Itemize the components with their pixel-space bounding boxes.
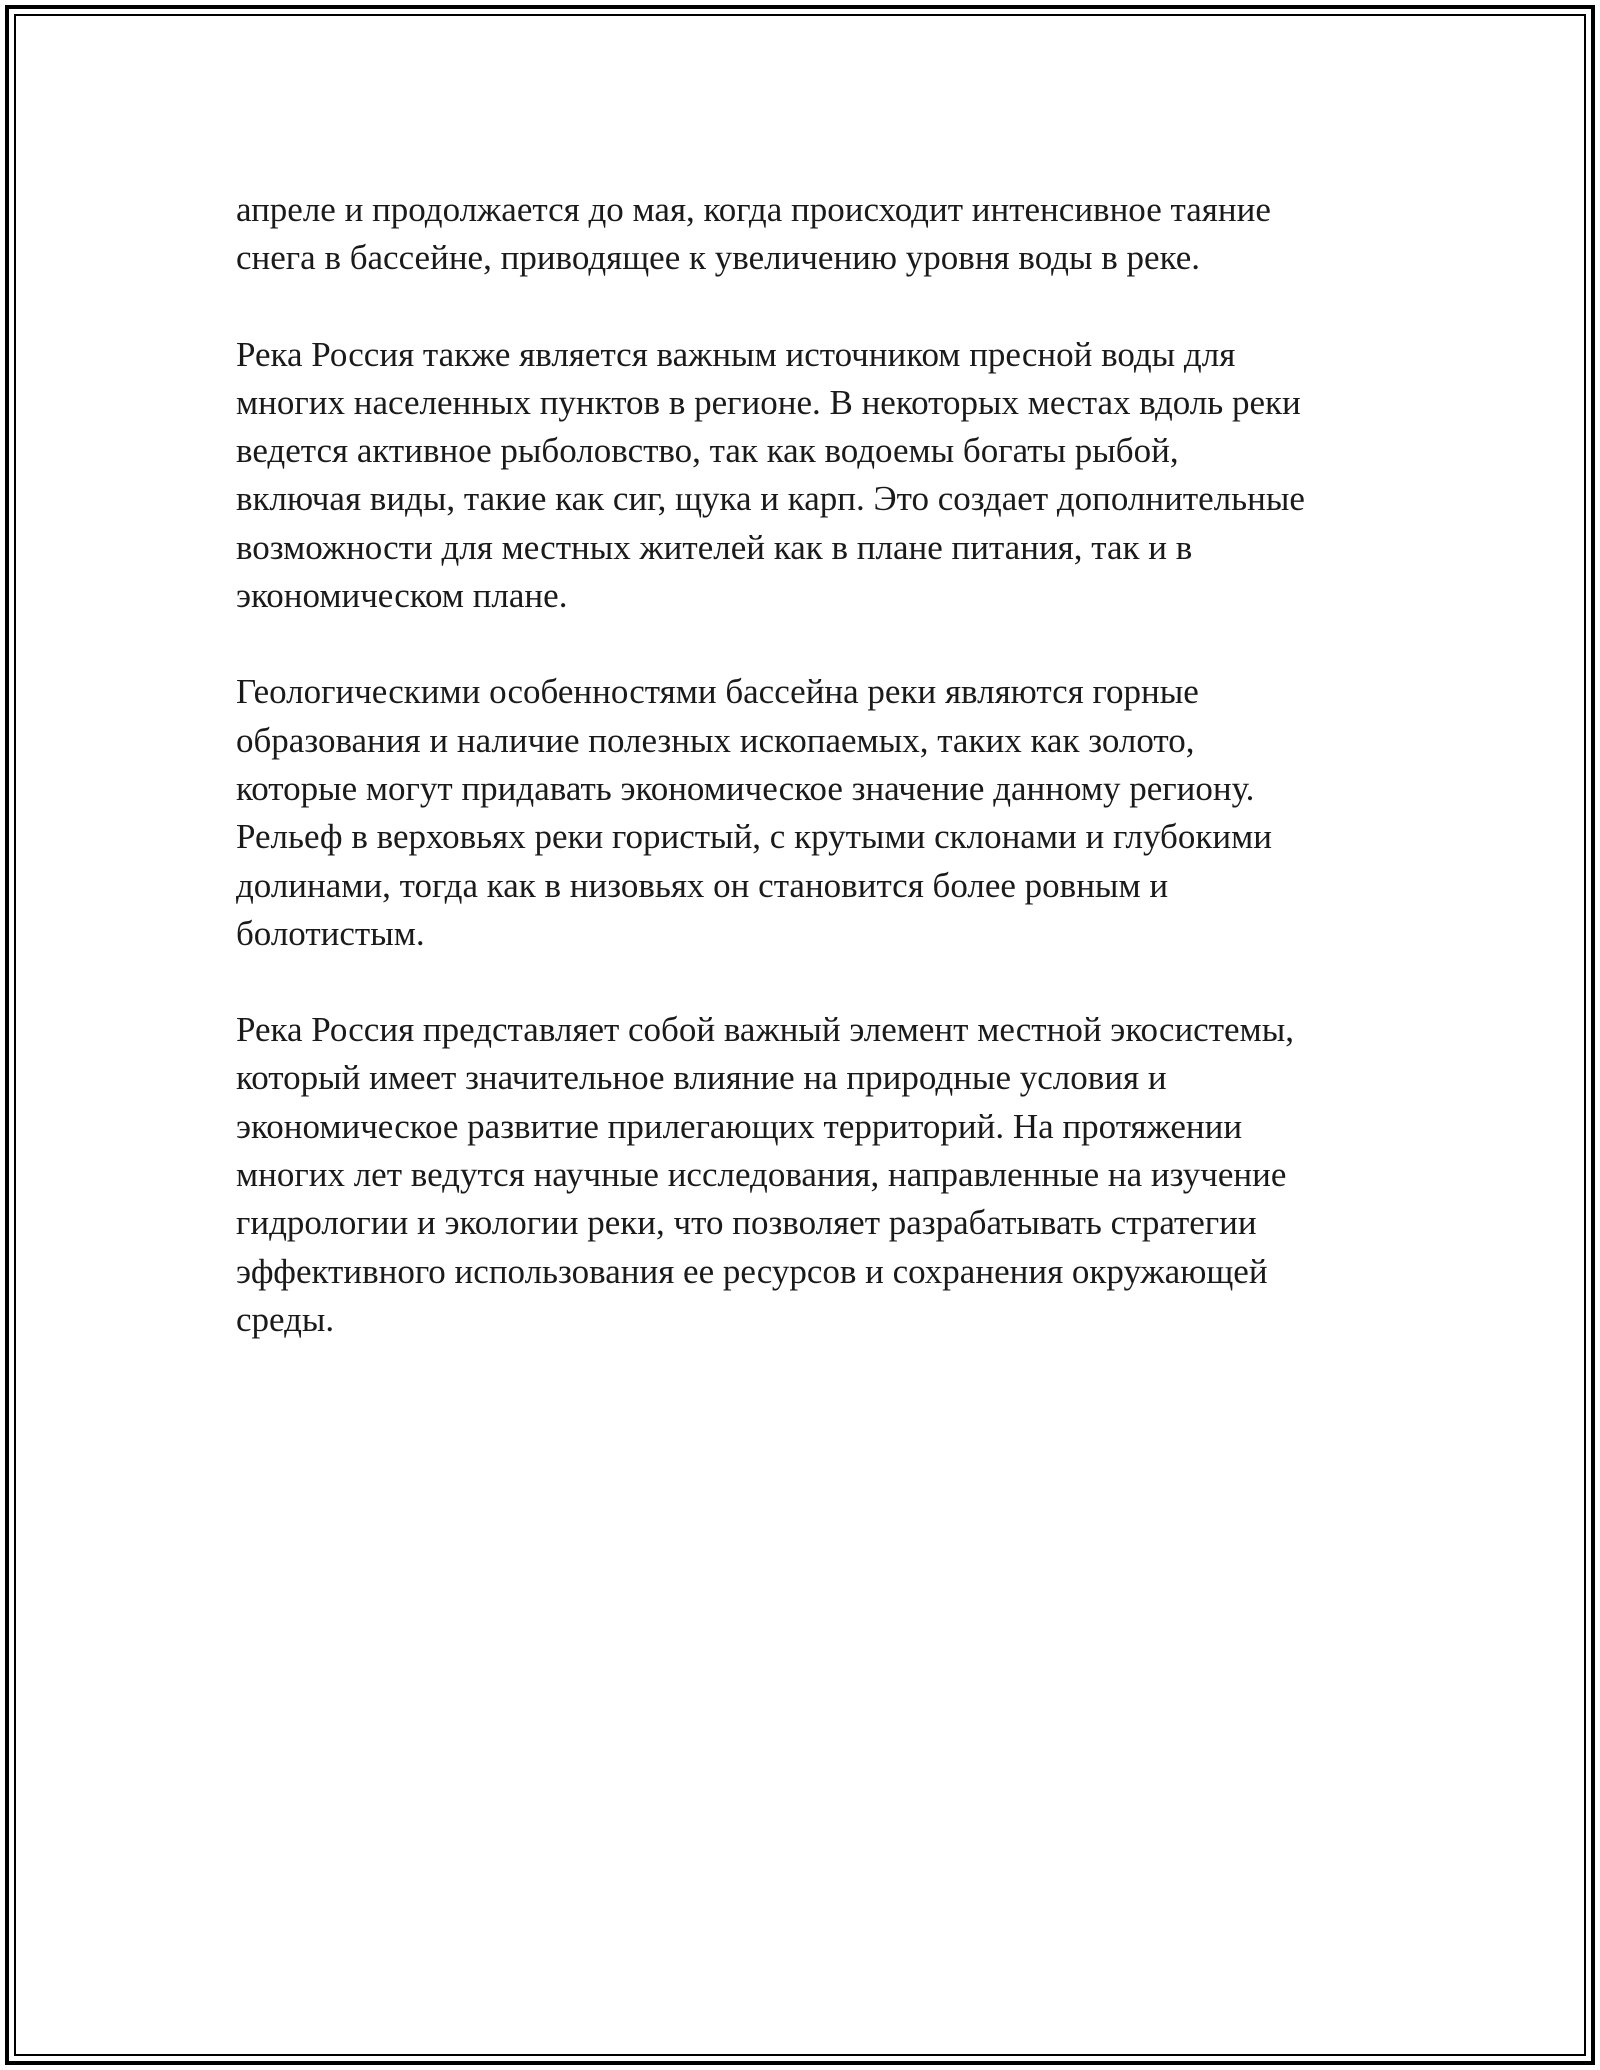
paragraph-fresh-water-fishing: Река Россия также является важным источником пресной воды для многих населенных пунктов в регионе. В некоторых местах вдоль реки ведется активное рыболовство, так как водоемы богаты рыбой, включая виды, такие как сиг, щука и карп. Это создает дополнительные возможности для местных жителей как в плане питания, так и в экономическом плане. bbox=[236, 334, 1305, 616]
paragraph-geology: Геологическими особенностями бассейна реки являются горные образования и наличие полезных ископаемых, таких как золото, которые могут придавать экономическое значение данному региону. Рельеф в верховьях реки гористый, с крутыми склонами и глубокими долинами, тогда как в низовьях он становится более ровным и болотистым. bbox=[236, 672, 1272, 953]
paragraph-snowmelt: апреле и продолжается до мая, когда происходит интенсивное таяние снега в бассейне, приводящее к увеличению уровня воды в реке. bbox=[236, 190, 1271, 278]
document-body bbox=[236, 186, 1386, 1392]
paragraph-ecosystem: Река Россия представляет собой важный элемент местной экосистемы, который имеет значительное влияние на природные условия и экономическое развитие прилегающих территорий. На протяжении многих лет ведутся научные исследования, направленные на изучение гидрологии и экологии реки, что позволяет разрабатывать стратегии эффективного использования ее ресурсов и сохранения окружающей среды. bbox=[236, 1010, 1294, 1339]
